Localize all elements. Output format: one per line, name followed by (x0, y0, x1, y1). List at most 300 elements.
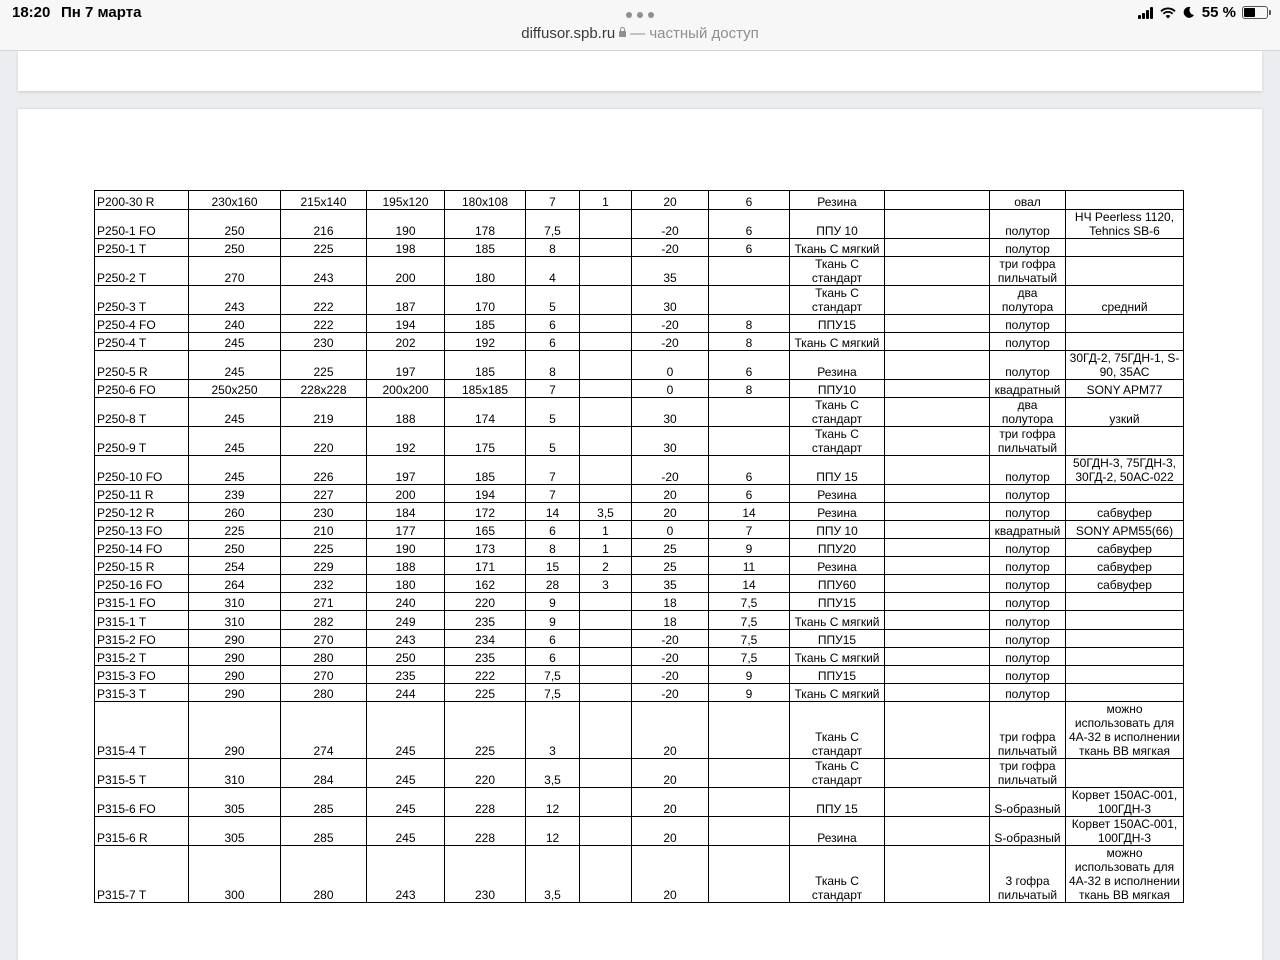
table-cell: 6 (526, 315, 580, 333)
table-cell: 290 (189, 666, 281, 684)
multitask-dots-icon[interactable] (626, 12, 654, 18)
table-cell: 185 (445, 351, 526, 380)
table-cell: SONY APM77 (1066, 380, 1184, 398)
diffuser-spec-table (94, 190, 1184, 903)
table-cell: 173 (445, 539, 526, 557)
table-cell: P315-5 T (95, 759, 189, 788)
table-cell (885, 351, 990, 380)
table-cell: сабвуфер (1066, 539, 1184, 557)
table-cell: 187 (367, 286, 445, 315)
table-cell: 285 (281, 788, 367, 817)
status-date: Пн 7 марта (61, 4, 142, 21)
table-cell (885, 702, 990, 759)
table-cell (580, 333, 632, 351)
table-cell: 290 (189, 630, 281, 648)
table-cell: 180x108 (445, 191, 526, 210)
table-cell: ППУ10 (790, 380, 885, 398)
table-cell: P200-30 R (95, 191, 189, 210)
table-cell (885, 191, 990, 210)
table-cell: три гофра пильчатый (990, 702, 1066, 759)
document-page-previous (18, 51, 1262, 91)
table-cell: P315-7 T (95, 846, 189, 903)
table-cell: 230x160 (189, 191, 281, 210)
table-cell: 6 (709, 351, 790, 380)
table-cell (580, 593, 632, 611)
table-cell: 6 (709, 485, 790, 503)
table-cell (580, 398, 632, 427)
table-cell: P250-6 FO (95, 380, 189, 398)
table-cell (885, 539, 990, 557)
table-cell: полутор (990, 557, 1066, 575)
table-cell: полутор (990, 503, 1066, 521)
table-row (95, 611, 1184, 630)
table-cell: три гофра пильчатый (990, 427, 1066, 456)
table-row (95, 210, 1184, 239)
table-cell: 264 (189, 575, 281, 593)
status-time: 18:20 (12, 4, 51, 21)
table-cell (885, 575, 990, 593)
table-cell: ППУ15 (790, 315, 885, 333)
table-cell: 9 (709, 666, 790, 684)
table-cell (1066, 485, 1184, 503)
table-cell: P250-3 T (95, 286, 189, 315)
table-cell: 7,5 (526, 684, 580, 702)
table-cell: 190 (367, 210, 445, 239)
table-cell: 7,5 (526, 666, 580, 684)
table-cell (885, 788, 990, 817)
table-cell: 3 гофра пильчатый (990, 846, 1066, 903)
table-cell: P250-4 FO (95, 315, 189, 333)
table-cell: Ткань С мягкий (790, 684, 885, 702)
table-cell: 243 (367, 846, 445, 903)
table-cell: 202 (367, 333, 445, 351)
table-cell: Резина (790, 351, 885, 380)
table-cell: 178 (445, 210, 526, 239)
table-cell (885, 817, 990, 846)
table-cell: 7 (709, 521, 790, 539)
table-cell: 194 (367, 315, 445, 333)
table-cell: 1 (580, 521, 632, 539)
table-cell: 235 (445, 648, 526, 666)
table-cell: 216 (281, 210, 367, 239)
table-cell: полутор (990, 666, 1066, 684)
table-cell: 229 (281, 557, 367, 575)
table-cell (1066, 191, 1184, 210)
table-cell: 249 (367, 611, 445, 630)
table-cell: 9 (709, 539, 790, 557)
table-cell: P250-4 T (95, 333, 189, 351)
table-cell: 174 (445, 398, 526, 427)
table-cell: 185 (445, 315, 526, 333)
table-cell: Корвет 150АС-001, 100ГДН-3 (1066, 817, 1184, 846)
table-cell: 245 (189, 398, 281, 427)
table-cell (1066, 239, 1184, 257)
table-row (95, 503, 1184, 521)
table-row (95, 333, 1184, 351)
table-cell: 184 (367, 503, 445, 521)
table-cell: 240 (189, 315, 281, 333)
table-cell: Ткань С мягкий (790, 239, 885, 257)
table-cell: 290 (189, 648, 281, 666)
table-cell: 194 (445, 485, 526, 503)
table-cell (1066, 666, 1184, 684)
table-cell (885, 684, 990, 702)
table-cell (709, 427, 790, 456)
do-not-disturb-moon-icon (1182, 6, 1195, 19)
table-cell: Ткань С стандарт (790, 427, 885, 456)
table-cell: 6 (526, 648, 580, 666)
table-cell (1066, 648, 1184, 666)
table-cell (709, 759, 790, 788)
table-cell: Ткань С стандарт (790, 846, 885, 903)
table-cell: ППУ20 (790, 539, 885, 557)
table-cell: 225 (189, 521, 281, 539)
table-cell: 310 (189, 759, 281, 788)
table-cell: 220 (281, 427, 367, 456)
table-cell: Ткань С мягкий (790, 333, 885, 351)
table-cell (580, 257, 632, 286)
table-row (95, 817, 1184, 846)
battery-icon (1242, 6, 1268, 19)
table-cell: 305 (189, 788, 281, 817)
table-cell (580, 611, 632, 630)
table-cell: 6 (709, 210, 790, 239)
table-cell: P250-9 T (95, 427, 189, 456)
table-cell: 254 (189, 557, 281, 575)
table-cell: P250-10 FO (95, 456, 189, 485)
table-cell: 6 (526, 333, 580, 351)
table-cell: 30ГД-2, 75ГДН-1, S-90, 35АС (1066, 351, 1184, 380)
table-cell (580, 286, 632, 315)
table-cell: 198 (367, 239, 445, 257)
table-cell: 20 (632, 485, 709, 503)
table-cell: P250-13 FO (95, 521, 189, 539)
table-cell: полутор (990, 315, 1066, 333)
table-row (95, 702, 1184, 759)
table-row (95, 557, 1184, 575)
table-cell: 270 (189, 257, 281, 286)
table-cell: полутор (990, 333, 1066, 351)
table-cell (1066, 630, 1184, 648)
table-row (95, 485, 1184, 503)
table-cell: 225 (445, 702, 526, 759)
table-cell: сабвуфер (1066, 503, 1184, 521)
table-cell: 245 (367, 788, 445, 817)
table-cell: ППУ60 (790, 575, 885, 593)
table-cell: 20 (632, 788, 709, 817)
table-cell (885, 380, 990, 398)
table-row (95, 759, 1184, 788)
table-cell: полутор (990, 575, 1066, 593)
table-cell (580, 630, 632, 648)
table-row (95, 575, 1184, 593)
table-cell (885, 648, 990, 666)
table-cell (885, 315, 990, 333)
table-cell: 197 (367, 456, 445, 485)
table-cell (1066, 593, 1184, 611)
table-cell (885, 286, 990, 315)
table-cell: Резина (790, 485, 885, 503)
table-row (95, 239, 1184, 257)
table-cell: 250 (189, 539, 281, 557)
table-cell: 30 (632, 398, 709, 427)
table-row (95, 351, 1184, 380)
table-cell: три гофра пильчатый (990, 257, 1066, 286)
table-cell: 215x140 (281, 191, 367, 210)
table-cell: 180 (367, 575, 445, 593)
table-cell: Ткань С стандарт (790, 702, 885, 759)
table-cell: 7 (526, 456, 580, 485)
table-row (95, 427, 1184, 456)
table-cell: 250 (367, 648, 445, 666)
table-row (95, 398, 1184, 427)
table-cell: Ткань С стандарт (790, 398, 885, 427)
table-cell: 20 (632, 702, 709, 759)
table-cell: Резина (790, 557, 885, 575)
table-cell (580, 351, 632, 380)
table-row (95, 380, 1184, 398)
table-cell: 3 (580, 575, 632, 593)
table-cell: S-образный (990, 788, 1066, 817)
table-cell: 284 (281, 759, 367, 788)
table-cell: 225 (445, 684, 526, 702)
table-cell (885, 846, 990, 903)
table-row (95, 521, 1184, 539)
table-cell: 250x250 (189, 380, 281, 398)
table-cell (580, 239, 632, 257)
table-cell: P250-8 T (95, 398, 189, 427)
table-cell: 239 (189, 485, 281, 503)
table-cell: 175 (445, 427, 526, 456)
table-cell: 220 (445, 593, 526, 611)
table-cell: 6 (526, 521, 580, 539)
table-cell: ППУ 10 (790, 521, 885, 539)
table-cell: 11 (709, 557, 790, 575)
table-cell (580, 485, 632, 503)
table-cell: P315-2 T (95, 648, 189, 666)
table-cell: полутор (990, 456, 1066, 485)
table-cell: 25 (632, 539, 709, 557)
table-cell (885, 333, 990, 351)
table-cell: овал (990, 191, 1066, 210)
table-cell (709, 257, 790, 286)
table-cell: 280 (281, 684, 367, 702)
table-cell: 1 (580, 539, 632, 557)
table-cell (885, 456, 990, 485)
table-cell: 243 (189, 286, 281, 315)
table-cell: 243 (367, 630, 445, 648)
table-cell: 250 (189, 210, 281, 239)
table-cell: 220 (445, 759, 526, 788)
table-cell: 245 (367, 759, 445, 788)
table-cell (580, 817, 632, 846)
table-cell: -20 (632, 315, 709, 333)
table-cell (885, 257, 990, 286)
table-cell (580, 380, 632, 398)
table-cell: полутор (990, 593, 1066, 611)
table-cell: 244 (367, 684, 445, 702)
table-cell (580, 666, 632, 684)
table-cell: 12 (526, 817, 580, 846)
table-cell: P315-1 T (95, 611, 189, 630)
table-cell (709, 702, 790, 759)
table-cell: -20 (632, 648, 709, 666)
table-row (95, 539, 1184, 557)
table-cell: 20 (632, 503, 709, 521)
table-cell: 7,5 (709, 630, 790, 648)
table-cell: P315-3 T (95, 684, 189, 702)
table-row (95, 788, 1184, 817)
table-cell: 30 (632, 286, 709, 315)
table-cell: Ткань С мягкий (790, 611, 885, 630)
table-cell: 165 (445, 521, 526, 539)
table-cell: 235 (367, 666, 445, 684)
table-cell: 185 (445, 456, 526, 485)
table-cell: 6 (709, 239, 790, 257)
table-cell: 245 (367, 702, 445, 759)
table-cell: 6 (526, 630, 580, 648)
table-cell: 226 (281, 456, 367, 485)
address-bar[interactable] (0, 25, 1280, 42)
table-cell: P250-12 R (95, 503, 189, 521)
table-cell: 2 (580, 557, 632, 575)
table-row (95, 648, 1184, 666)
table-cell: 185 (445, 239, 526, 257)
table-cell: 7 (526, 191, 580, 210)
table-cell (709, 286, 790, 315)
table-cell (885, 521, 990, 539)
table-cell: Ткань С мягкий (790, 648, 885, 666)
table-cell: P315-1 FO (95, 593, 189, 611)
table-row (95, 593, 1184, 611)
table-cell: 170 (445, 286, 526, 315)
table-cell: 30 (632, 427, 709, 456)
table-cell (1066, 759, 1184, 788)
table-cell: полутор (990, 648, 1066, 666)
table-cell: 7 (526, 380, 580, 398)
table-cell: 1 (580, 191, 632, 210)
table-cell: полутор (990, 539, 1066, 557)
table-cell: 5 (526, 427, 580, 456)
table-cell: P315-6 R (95, 817, 189, 846)
table-cell: 245 (189, 456, 281, 485)
status-bar (0, 0, 1280, 51)
table-cell: P250-2 T (95, 257, 189, 286)
table-cell: P250-16 FO (95, 575, 189, 593)
table-row (95, 286, 1184, 315)
cellular-signal-icon (1138, 7, 1154, 19)
table-cell: 250 (189, 239, 281, 257)
table-cell: ППУ 10 (790, 210, 885, 239)
table-cell: 222 (445, 666, 526, 684)
table-cell: Ткань С стандарт (790, 286, 885, 315)
table-cell: квадратный (990, 380, 1066, 398)
table-cell (709, 788, 790, 817)
table-cell: 8 (526, 351, 580, 380)
table-cell (885, 759, 990, 788)
table-cell: P315-3 FO (95, 666, 189, 684)
table-cell: P315-6 FO (95, 788, 189, 817)
table-cell: 188 (367, 557, 445, 575)
table-cell: 171 (445, 557, 526, 575)
table-cell: Резина (790, 817, 885, 846)
table-cell: 185x185 (445, 380, 526, 398)
battery-percent: 55 % (1201, 4, 1236, 21)
table-cell (885, 239, 990, 257)
table-cell: 20 (632, 191, 709, 210)
table-cell: 282 (281, 611, 367, 630)
table-cell: 5 (526, 286, 580, 315)
table-cell: 270 (281, 630, 367, 648)
table-cell: Ткань С стандарт (790, 759, 885, 788)
table-cell: -20 (632, 666, 709, 684)
table-cell (580, 759, 632, 788)
table-cell: 7,5 (709, 648, 790, 666)
table-cell (1066, 315, 1184, 333)
table-cell: квадратный (990, 521, 1066, 539)
table-cell (1066, 333, 1184, 351)
table-cell: 0 (632, 380, 709, 398)
table-row (95, 315, 1184, 333)
table-cell: 240 (367, 593, 445, 611)
table-cell: 7 (526, 485, 580, 503)
table-cell: 20 (632, 759, 709, 788)
table-cell (885, 485, 990, 503)
table-cell: 227 (281, 485, 367, 503)
table-cell: 25 (632, 557, 709, 575)
table-cell: 18 (632, 593, 709, 611)
table-cell: 180 (445, 257, 526, 286)
table-cell: 234 (445, 630, 526, 648)
table-cell (1066, 611, 1184, 630)
table-cell (885, 210, 990, 239)
table-cell: ППУ 15 (790, 456, 885, 485)
table-cell (709, 398, 790, 427)
table-cell (885, 630, 990, 648)
table-cell (580, 684, 632, 702)
table-cell: 222 (281, 315, 367, 333)
table-cell: 245 (189, 333, 281, 351)
table-cell: 219 (281, 398, 367, 427)
table-cell: полутор (990, 485, 1066, 503)
table-cell: узкий (1066, 398, 1184, 427)
table-cell: 235 (445, 611, 526, 630)
table-row (95, 456, 1184, 485)
table-cell: полутор (990, 611, 1066, 630)
table-row (95, 846, 1184, 903)
table-cell: P250-5 R (95, 351, 189, 380)
table-cell (709, 817, 790, 846)
table-cell: 197 (367, 351, 445, 380)
table-cell: 290 (189, 702, 281, 759)
table-cell: 225 (281, 239, 367, 257)
table-cell: Корвет 150АС-001, 100ГДН-3 (1066, 788, 1184, 817)
table-cell: три гофра пильчатый (990, 759, 1066, 788)
table-cell: 9 (526, 593, 580, 611)
table-row (95, 666, 1184, 684)
table-cell: 200 (367, 257, 445, 286)
table-cell (580, 702, 632, 759)
table-cell: 0 (632, 351, 709, 380)
table-cell: 0 (632, 521, 709, 539)
table-cell: можно использовать для 4А-32 в исполнении ткань ВВ мягкая (1066, 846, 1184, 903)
url-text: diffusor.spb.ru (521, 25, 616, 42)
table-cell: P315-2 FO (95, 630, 189, 648)
table-cell: 225 (281, 539, 367, 557)
table-cell: 14 (526, 503, 580, 521)
table-cell: 172 (445, 503, 526, 521)
table-cell: 20 (632, 817, 709, 846)
